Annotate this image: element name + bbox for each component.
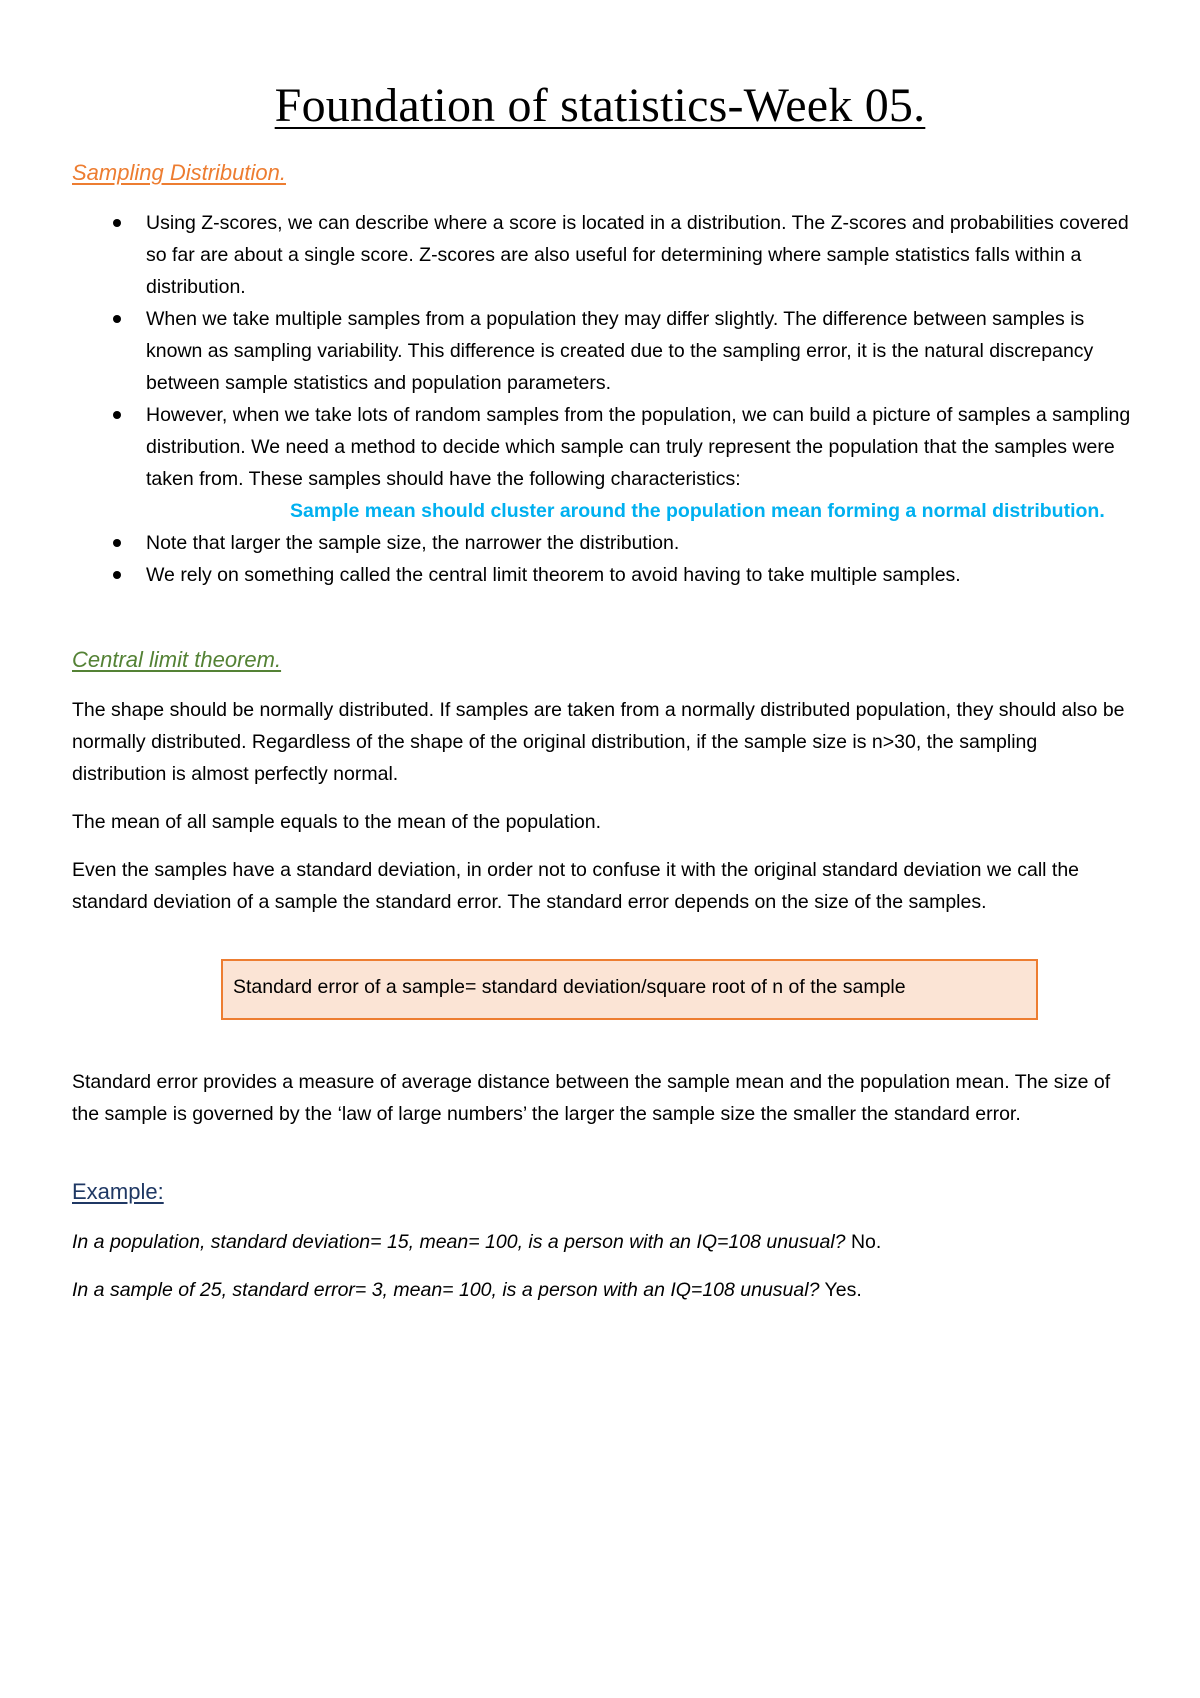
- list-item: [72, 559, 1132, 591]
- bullet-text: We rely on something called the central limit theorem to avoid having to take multiple samples.: [146, 564, 961, 586]
- bullet-text: Using Z-scores, we can describe where a score is located in a distribution. The Z-scores and probabilities covered so far are about a single score. Z-scores are also useful for determining where sample statistics falls within a distribution.: [146, 212, 1129, 298]
- bullet-icon: [113, 571, 121, 579]
- bullet-icon: [113, 411, 121, 419]
- list-item: [72, 399, 1132, 527]
- sampling-bullet-list: [72, 207, 1132, 591]
- formula-box: [221, 959, 1038, 1020]
- list-item: [72, 303, 1132, 399]
- heading-central-limit-theorem: Central limit theorem.: [72, 647, 282, 672]
- highlight-statement: Sample mean should cluster around the population mean forming a normal distribution.: [290, 500, 1105, 522]
- clt-paragraph-law-of-large-numbers: Standard error provides a measure of average distance between the sample mean and the population mean. The size of the sample is governed by the ‘law of large numbers’ the larger the sample size the smaller the standard error.: [72, 1071, 1111, 1125]
- example-question: In a population, standard deviation= 15, mean= 100, is a person with an IQ=108 unusual?: [72, 1231, 846, 1253]
- list-item: [72, 527, 1132, 559]
- heading-sampling-distribution: Sampling Distribution.: [72, 160, 286, 185]
- example-line-sample: [72, 1274, 1132, 1306]
- formula-text: Standard error of a sample= standard deviation/square root of n of the sample: [233, 976, 906, 998]
- example-answer: Yes.: [824, 1279, 862, 1301]
- bullet-text: Note that larger the sample size, the narrower the distribution.: [146, 532, 680, 554]
- clt-paragraph-mean: The mean of all sample equals to the mean of the population.: [72, 811, 602, 833]
- example-answer: No.: [850, 1231, 882, 1253]
- bullet-text: However, when we take lots of random samples from the population, we can build a picture of samples a sampling distribution. We need a method to decide which sample can truly represent the population that the samples were taken from. These samples should have the following characteristics:: [146, 404, 1131, 490]
- bullet-icon: [113, 539, 121, 547]
- example-line-population: [72, 1226, 1132, 1258]
- heading-example: Example:: [72, 1179, 164, 1204]
- clt-paragraph-standard-error: Even the samples have a standard deviation, in order not to confuse it with the original standard deviation we call the standard deviation of a sample the standard error. The standard error depends on the size of the samples.: [72, 859, 1080, 913]
- bullet-text: When we take multiple samples from a population they may differ slightly. The difference between samples is known as sampling variability. This difference is created due to the sampling error, it is the natural discrepancy between sample statistics and population parameters.: [146, 308, 1094, 394]
- bullet-icon: [113, 219, 121, 227]
- bullet-icon: [113, 315, 121, 323]
- list-item: [72, 207, 1132, 303]
- clt-paragraph-shape: The shape should be normally distributed. If samples are taken from a normally distributed population, they should also be normally distributed. Regardless of the shape of the original distribution, if the sample size is n>30, the sampling distribution is almost perfectly normal.: [72, 699, 1125, 785]
- example-question: In a sample of 25, standard error= 3, mean= 100, is a person with an IQ=108 unusual?: [72, 1279, 820, 1301]
- page-title: Foundation of statistics-Week 05.: [274, 79, 926, 132]
